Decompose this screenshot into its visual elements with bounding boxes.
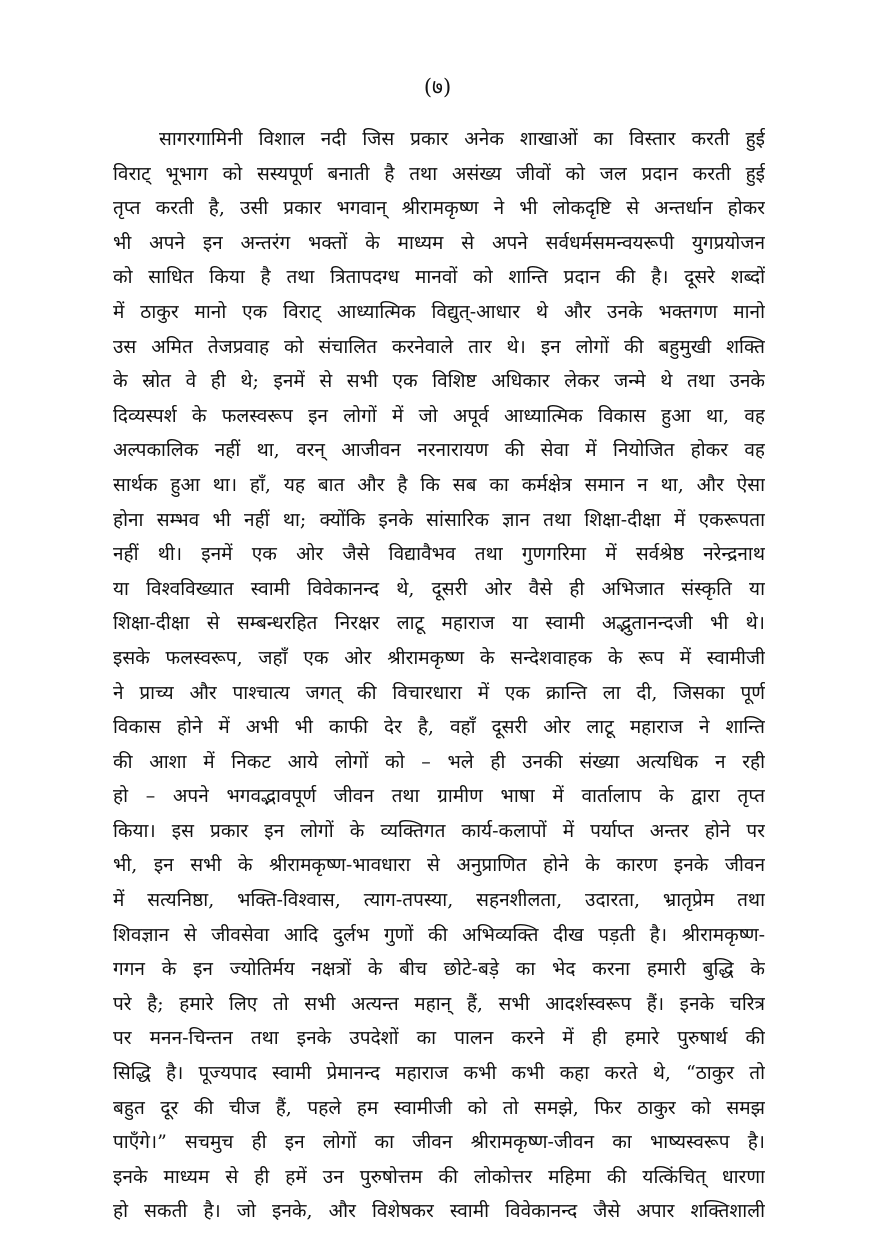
body-paragraph: [113, 122, 765, 1229]
text-line: दिव्यस्पर्श के फलस्वरूप इन लोगों में जो अपूर्व आध्यात्मिक विकास हुआ था, वह: [113, 404, 765, 427]
text-line: को साधित किया है तथा त्रितापदग्ध मानवों को शान्ति प्रदान की है। दूसरे शब्दों: [113, 266, 765, 289]
text-line: इनके माध्यम से ही हमें उन पुरुषोत्तम की लोकोत्तर महिमा की यत्किंचित् धारणा: [113, 1165, 765, 1188]
text-line: परे है; हमारे लिए तो सभी अत्यन्त महान् हैं, सभी आदर्शस्वरूप हैं। इनके चरित्र: [113, 992, 765, 1015]
text-line: में ठाकुर मानो एक विराट् आध्यात्मिक विद्युत्-आधार थे और उनके भक्तगण मानो: [113, 300, 765, 323]
text-line: की आशा में निकट आये लोगों को – भले ही उनकी संख्या अत्यधिक न रही: [113, 750, 765, 773]
text-line: या विश्वविख्यात स्वामी विवेकानन्द थे, दूसरी ओर वैसे ही अभिजात संस्कृति या: [113, 577, 765, 600]
text-line: अल्पकालिक नहीं था, वरन् आजीवन नरनारायण की सेवा में नियोजित होकर वह: [113, 439, 765, 462]
text-line: नहीं थी। इनमें एक ओर जैसे विद्यावैभव तथा गुणगरिमा में सर्वश्रेष्ठ नरेन्द्रनाथ: [113, 543, 765, 566]
text-line: हो – अपने भगवद्भावपूर्ण जीवन तथा ग्रामीण भाषा में वार्तालाप के द्वारा तृप्त: [113, 785, 765, 808]
text-line: विकास होने में अभी भी काफी देर है, वहाँ दूसरी ओर लाटू महाराज ने शान्ति: [113, 716, 765, 739]
text-line: सिद्धि है। पूज्यपाद स्वामी प्रेमानन्द महाराज कभी कभी कहा करते थे, “ठाकुर तो: [113, 1062, 765, 1085]
text-line: भी अपने इन अन्तरंग भक्तों के माध्यम से अपने सर्वधर्मसमन्वयरूपी युगप्रयोजन: [113, 231, 765, 254]
text-line: के स्रोत वे ही थे; इनमें से सभी एक विशिष्ट अधिकार लेकर जन्मे थे तथा उनके: [113, 370, 765, 393]
text-line: ने प्राच्य और पाश्चात्य जगत् की विचारधारा में एक क्रान्ति ला दी, जिसका पूर्ण: [113, 681, 765, 704]
text-line: शिक्षा-दीक्षा से सम्बन्धरहित निरक्षर लाटू महाराज या स्वामी अद्भुतानन्दजी भी थे।: [113, 612, 765, 635]
text-line: हो सकती है। जो इनके, और विशेषकर स्वामी विवेकानन्द जैसे अपार शक्तिशाली: [113, 1200, 765, 1223]
text-line: भी, इन सभी के श्रीरामकृष्ण-भावधारा से अनुप्राणित होने के कारण इनके जीवन: [113, 854, 765, 877]
text-line: शिवज्ञान से जीवसेवा आदि दुर्लभ गुणों की अभिव्यक्ति दीख पड़ती है। श्रीरामकृष्ण-: [113, 923, 765, 946]
text-line: पर मनन-चिन्तन तथा इनके उपदेशों का पालन करने में ही हमारे पुरुषार्थ की: [113, 1027, 765, 1050]
text-line: सार्थक हुआ था। हाँ, यह बात और है कि सब का कर्मक्षेत्र समान न था, और ऐसा: [113, 473, 765, 496]
text-line: गगन के इन ज्योतिर्मय नक्षत्रों के बीच छोटे-बड़े का भेद करना हमारी बुद्धि के: [113, 958, 765, 981]
text-line: बहुत दूर की चीज हैं, पहले हम स्वामीजी को तो समझे, फिर ठाकुर को समझ: [113, 1096, 765, 1119]
text-line: सागरगामिनी विशाल नदी जिस प्रकार अनेक शाखाओं का विस्तार करती हुई: [159, 128, 765, 150]
text-line: पाएँगे।” सचमुच ही इन लोगों का जीवन श्रीरामकृष्ण-जीवन का भाष्यस्वरूप है।: [113, 1131, 765, 1154]
text-line: उस अमित तेजप्रवाह को संचालित करनेवाले तार थे। इन लोगों की बहुमुखी शक्ति: [113, 335, 765, 358]
text-line: तृप्त करती है, उसी प्रकार भगवान् श्रीरामकृष्ण ने भी लोकदृष्टि से अन्तर्धान होकर: [113, 197, 765, 220]
text-line: इसके फलस्वरूप, जहाँ एक ओर श्रीरामकृष्ण के सन्देशवाहक के रूप में स्वामीजी: [113, 646, 765, 669]
text-line: विराट् भूभाग को सस्यपूर्ण बनाती है तथा असंख्य जीवों को जल प्रदान करती हुई: [113, 162, 765, 185]
text-line: किया। इस प्रकार इन लोगों के व्यक्तिगत कार्य-कलापों में पर्याप्त अन्तर होने पर: [113, 819, 765, 842]
text-line: में सत्यनिष्ठा, भक्ति-विश्वास, त्याग-तपस्या, सहनशीलता, उदारता, भ्रातृप्रेम तथा: [113, 889, 765, 912]
page-number: (७): [423, 75, 452, 99]
text-line: होना सम्भव भी नहीं था; क्योंकि इनके सांसारिक ज्ञान तथा शिक्षा-दीक्षा में एकरूपता: [113, 508, 765, 531]
